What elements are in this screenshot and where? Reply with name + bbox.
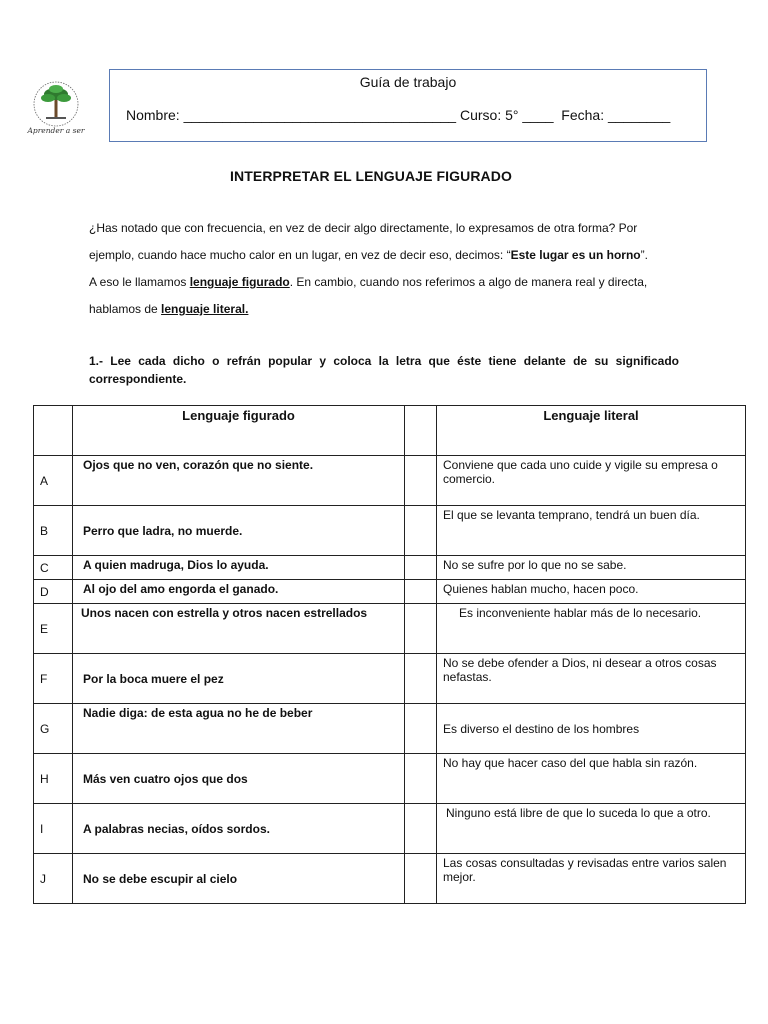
- figurado-cell: Al ojo del amo engorda el ganado.: [73, 580, 405, 604]
- figurado-cell: Por la boca muere el pez: [73, 654, 405, 704]
- intro-text: . En cambio, cuando nos referimos a algo de manera real y directa,: [289, 275, 648, 289]
- table-row: [34, 506, 746, 556]
- instruction: 1.- Lee cada dicho o refrán popular y coloca la letra que éste tiene delante de su significado correspondiente.: [89, 354, 679, 386]
- answer-cell[interactable]: [405, 754, 437, 804]
- row-letter: E: [34, 604, 73, 654]
- figurado-cell: A palabras necias, oídos sordos.: [73, 804, 405, 854]
- literal-cell: No se sufre por lo que no se sabe.: [437, 556, 746, 580]
- literal-cell: El que se levanta temprano, tendrá un buen día.: [437, 506, 746, 556]
- answer-cell[interactable]: [405, 604, 437, 654]
- answer-cell[interactable]: [405, 580, 437, 604]
- answer-cell[interactable]: [405, 854, 437, 904]
- literal-cell: Quienes hablan mucho, hacen poco.: [437, 580, 746, 604]
- row-letter: J: [34, 854, 73, 904]
- term-literal: lenguaje literal.: [161, 302, 249, 316]
- answer-cell[interactable]: [405, 704, 437, 754]
- answer-cell[interactable]: [405, 556, 437, 580]
- intro-text: A eso le llamamos: [89, 275, 190, 289]
- student-info-line[interactable]: Nombre: ___________________________________ Curso: 5° ____ Fecha: ________: [126, 107, 671, 123]
- row-letter: D: [34, 580, 73, 604]
- table-row: [34, 580, 746, 604]
- literal-cell: No hay que hacer caso del que habla sin razón.: [437, 754, 746, 804]
- literal-cell: Conviene que cada uno cuide y vigile su empresa o comercio.: [437, 456, 746, 506]
- header-literal: Lenguaje literal: [437, 406, 746, 456]
- table-row: [34, 604, 746, 654]
- row-letter: G: [34, 704, 73, 754]
- letter-header-cell: [34, 406, 73, 456]
- row-letter: A: [34, 456, 73, 506]
- term-figurado: lenguaje figurado: [189, 275, 290, 289]
- literal-cell: Ninguno está libre de que lo suceda lo que a otro.: [437, 804, 746, 854]
- intro-line-4: [89, 300, 689, 318]
- table-row: [34, 704, 746, 754]
- figurado-cell: A quien madruga, Dios lo ayuda.: [73, 556, 405, 580]
- figurado-cell: Ojos que no ven, corazón que no siente.: [73, 456, 405, 506]
- intro-line-3: [89, 273, 689, 291]
- row-letter: B: [34, 506, 73, 556]
- literal-cell: Las cosas consultadas y revisadas entre varios salen mejor.: [437, 854, 746, 904]
- row-letter: C: [34, 556, 73, 580]
- row-letter: F: [34, 654, 73, 704]
- answer-cell[interactable]: [405, 654, 437, 704]
- figurado-cell: Nadie diga: de esta agua no he de beber: [73, 704, 405, 754]
- intro-line-2: [89, 246, 689, 264]
- header-box: [109, 69, 707, 142]
- literal-cell: No se debe ofender a Dios, ni desear a otros cosas nefastas.: [437, 654, 746, 704]
- intro-text: ”.: [640, 248, 648, 262]
- worksheet-title: Guía de trabajo: [359, 74, 457, 90]
- figurado-cell: Más ven cuatro ojos que dos: [73, 754, 405, 804]
- logo-motto: Aprender a ser: [27, 126, 85, 135]
- answer-header-cell: [405, 406, 437, 456]
- table-row: [34, 854, 746, 904]
- intro-line-1: [89, 219, 689, 237]
- example-phrase: Este lugar es un horno: [510, 248, 641, 262]
- intro-text: ejemplo, cuando hace mucho calor en un lugar, en vez de decir eso, decimos: “: [89, 248, 511, 262]
- table-row: [34, 804, 746, 854]
- figurado-cell: Unos nacen con estrella y otros nacen estrellados: [73, 604, 405, 654]
- table-header-row: [34, 406, 746, 456]
- header-figurado: Lenguaje figurado: [73, 406, 405, 456]
- answer-cell[interactable]: [405, 804, 437, 854]
- intro-text: hablamos de: [89, 302, 162, 316]
- matching-table: [33, 405, 746, 904]
- table-row: [34, 456, 746, 506]
- intro-text: ¿Has notado que con frecuencia, en vez de decir algo directamente, lo expresamos de otra forma? Por: [89, 221, 638, 235]
- page-title: INTERPRETAR EL LENGUAJE FIGURADO: [230, 168, 512, 184]
- row-letter: H: [34, 754, 73, 804]
- row-letter: I: [34, 804, 73, 854]
- figurado-cell: Perro que ladra, no muerde.: [73, 506, 405, 556]
- table-row: [34, 556, 746, 580]
- answer-cell[interactable]: [405, 506, 437, 556]
- table-row: [34, 754, 746, 804]
- literal-cell: Es diverso el destino de los hombres: [437, 704, 746, 754]
- answer-cell[interactable]: [405, 456, 437, 506]
- literal-cell: Es inconveniente hablar más de lo necesario.: [437, 604, 746, 654]
- table-row: [34, 654, 746, 704]
- figurado-cell: No se debe escupir al cielo: [73, 854, 405, 904]
